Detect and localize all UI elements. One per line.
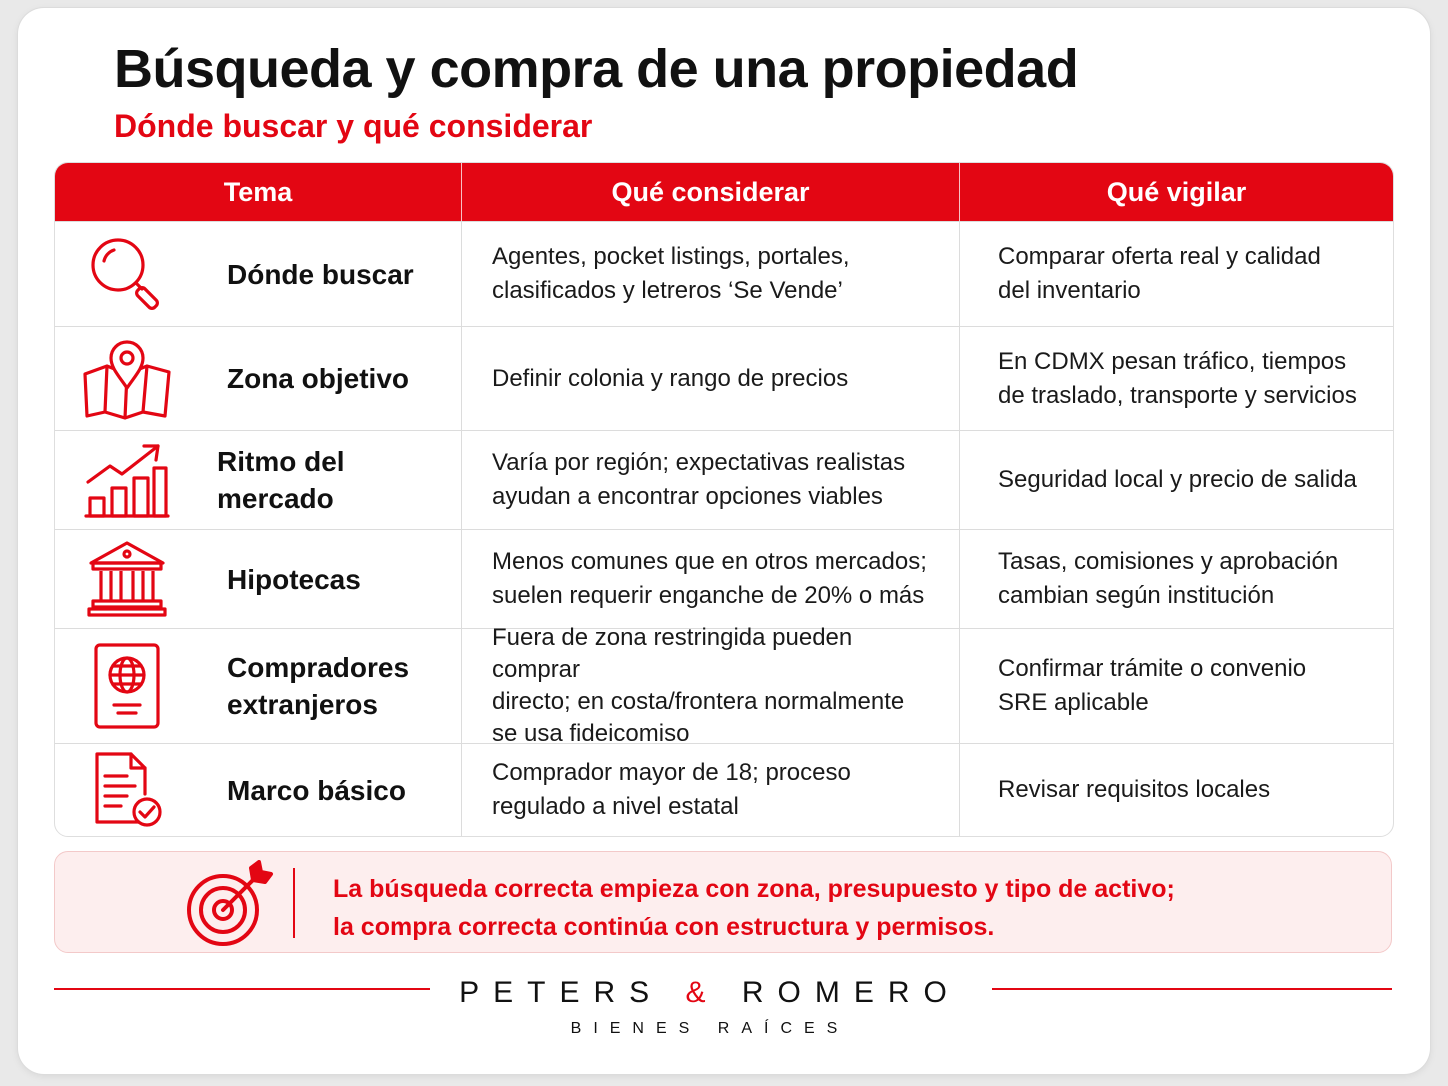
considerar-cell [461,222,959,326]
tema-cell [55,431,461,529]
brand-logo [430,976,990,1010]
cell-line: Revisar requisitos locales [998,776,1271,803]
tema-label-line: extranjeros [227,689,378,720]
cell-line: SRE aplicable [998,689,1149,716]
note-line: La búsqueda correcta empieza con zona, presupuesto y tipo de activo; [333,875,1175,903]
table-row [55,743,1393,836]
tema-cell [55,327,461,430]
growth-chart-icon [81,434,173,526]
tema-cell [55,629,461,743]
bank-icon [81,533,173,625]
table-header [55,163,1393,221]
cell-line: Varía por región; expectativas realistas [492,449,906,476]
tema-label: Dónde buscar [227,258,414,290]
table-row [55,221,1393,326]
tema-cell [55,530,461,628]
topics-table [54,162,1394,837]
cell-line: Tasas, comisiones y aprobación [998,548,1339,575]
passport-icon [81,640,173,732]
brand-rule-left [54,988,430,990]
cell-line: del inventario [998,277,1141,304]
cell-line: ayudan a encontrar opciones viables [492,483,883,510]
vigilar-cell [959,222,1393,326]
table-row [55,624,1393,747]
cell-line: Comparar oferta real y calidad [998,243,1321,270]
table-row [55,529,1393,628]
cell-line: de traslado, transporte y servicios [998,381,1357,409]
note-text [333,870,1175,946]
page-title: Búsqueda y compra de una propiedad [114,39,1079,99]
column-header-considerar: Qué considerar [461,163,959,221]
tema-label: Ritmo del mercado [217,446,345,514]
brand-tagline: BIENES RAÍCES [570,1020,850,1037]
cell-line: cambian según institución [998,582,1275,609]
cell-line: Agentes, pocket listings, portales, [492,243,850,270]
cell-line: Confirmar trámite o convenio [998,655,1307,682]
considerar-cell [461,431,959,529]
map-pin-icon [81,333,173,425]
cell-line: clasificados y letreros ‘Se Vende’ [492,277,843,304]
cell-line: se usa fideicomiso [492,720,690,747]
cell-line: Definir colonia y rango de precios [492,364,849,392]
considerar-cell [461,624,959,747]
tema-label [227,649,409,723]
tema-cell [55,744,461,836]
cell-line: Menos comunes que en otros mercados; [492,548,927,575]
target-icon [183,858,275,950]
note-line: la compra correcta continúa con estructura y permisos. [333,913,995,941]
vigilar-cell [959,629,1393,743]
cell-line: directo; en costa/frontera normalmente [492,688,905,715]
tema-label-line: Compradores [227,652,410,683]
column-header-vigilar: Qué vigilar [959,163,1393,221]
magnifier-icon [81,228,173,320]
considerar-cell [461,530,959,628]
considerar-cell [461,327,959,430]
column-header-tema: Tema [223,176,293,207]
cell-line: suelen requerir enganche de 20% o más [492,582,925,609]
cell-line: En CDMX pesan tráfico, tiempos [998,347,1347,375]
vigilar-cell [959,530,1393,628]
table-row [55,430,1393,529]
cell-line: Seguridad local y precio de salida [998,466,1357,493]
document-check-icon [81,744,173,836]
key-takeaway-note [54,851,1392,953]
brand-ampersand: & [685,976,720,1009]
cell-line: regulado a nivel estatal [492,793,739,820]
note-divider [293,868,295,938]
brand-name-right: ROMERO [741,976,961,1009]
tema-cell [55,222,461,326]
brand-rule-right [992,988,1392,990]
considerar-cell [461,744,959,836]
table-row [55,326,1393,430]
vigilar-cell [959,744,1393,836]
vigilar-cell [959,431,1393,529]
vigilar-cell [959,327,1393,430]
cell-line: Fuera de zona restringida pueden comprar [492,624,853,683]
tema-label: Hipotecas [227,563,361,595]
tema-label: Zona objetivo [227,363,409,394]
tema-label: Marco básico [227,774,406,806]
cell-line: Comprador mayor de 18; proceso [492,759,851,786]
brand-name-left: PETERS [459,976,664,1009]
page-subtitle: Dónde buscar y qué considerar [114,108,593,144]
